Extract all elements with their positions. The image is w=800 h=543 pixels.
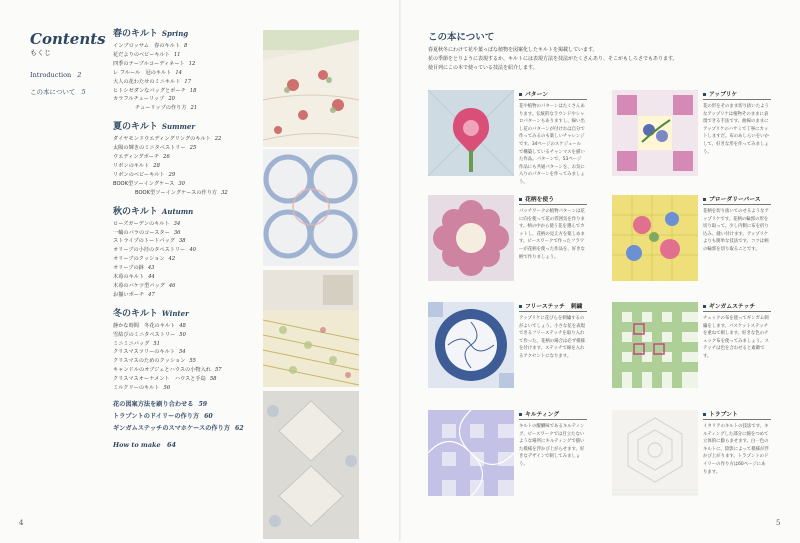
toc-item-page: 46 (168, 282, 176, 289)
toc-item-page: 43 (147, 265, 155, 272)
toc-item-title: ダイヤモンドウエディングリングのキルト (113, 136, 211, 143)
technique-photo (428, 195, 514, 281)
contents-title: Contents (30, 30, 106, 48)
toc-item[interactable] (113, 357, 263, 366)
technique-title: アップリケ (703, 89, 737, 98)
toc-item-page: 57 (214, 367, 222, 374)
about-intro (428, 46, 758, 73)
toc-item-title: 木苺のキルト (113, 274, 145, 281)
toc-section-heading (113, 306, 263, 319)
toc-item[interactable] (113, 180, 263, 189)
toc-section-title: 夏のキルト (113, 122, 158, 133)
technique-divider (519, 99, 587, 100)
about-intro-line: 春夏秋冬にわけて花や葉っぱな植物を図案化したキルトを掲載しています。 (428, 47, 598, 53)
toc-item-page: 18 (189, 87, 197, 94)
toc-item-page: 29 (168, 171, 176, 178)
toc-item-page: 54 (179, 349, 186, 356)
toc-item-page: 12 (188, 60, 196, 67)
toc-item[interactable] (113, 255, 263, 264)
toc-item[interactable] (113, 340, 263, 349)
toc-item[interactable] (113, 322, 263, 331)
toc-item-page: 26 (163, 154, 170, 161)
technique-description: キルトの醍醐味であるキルティング。ピースワークでは目立たないような場所にキルティングで描いた模様を浮かび上がらせます。好きなデザインで刺してみましょう。 (519, 424, 585, 467)
toc-extra-page: 62 (234, 425, 244, 432)
toc-item[interactable] (113, 171, 263, 180)
toc-extras (113, 399, 263, 435)
toc-item-title: ミルクリーのキルト (113, 385, 160, 392)
toc-section (113, 204, 263, 300)
toc-section-english: Autumn (161, 206, 194, 216)
toc-item[interactable] (113, 104, 263, 113)
toc-item-title: オリーブの鉢 (113, 265, 144, 272)
winter-quilt-photo (263, 391, 359, 539)
toc-item[interactable] (113, 42, 263, 51)
technique-description: パッチワークの植物パターンは花に向を使って花の雰囲気を作ります。柄の中から使う花を選んでカットし、花柄の見え方を楽しめます。ピースワークで作ったフラワーが花柄を使った作品を、好きな柄で作りましょう。 (519, 209, 585, 260)
technique-photo (428, 90, 514, 176)
toc-item-title: 花だよりのベビーキルト (113, 51, 170, 58)
toc-item[interactable] (113, 144, 263, 153)
toc-item[interactable] (113, 135, 263, 144)
toc-item[interactable] (113, 366, 263, 375)
toc-item-title: レ フルール 冠のキルト (113, 69, 172, 76)
how-to-make-page: 64 (166, 441, 176, 449)
technique-description: 花の形をそのまま切り抜いたようなアップリケは植物そのままに表現できる手法です。曲線のままにアップリケのハサミで丁寧にカットしますだ。布のあしらいをいかして、好きな形を作ってみましょう。 (703, 104, 769, 155)
technique-description: 花や植物のパターンはたくさんあります。伝統的なラウンドやシャロパターンもありますし、線い出し花のパターンが付けれは自分で作ってみるのも楽しいチャレンジです。34ページのスケジュールで構築しているチャンマスを描いた作品。パターンで、53ページ作品にも共通パターンを、お気に入りのパターンを作ってみましょう。 (519, 104, 585, 185)
how-to-make-label: How to make (113, 441, 161, 449)
technique-description: 花柄を切り抜いてのせるようなアップリケです。花柄の輪郭の形を切り取って、少し内側に布を折り込み、縫い付けます。アップリケよりも簡単な技法です。コツは柄の輪郭を切り取ることです。 (703, 209, 769, 252)
technique-divider (519, 311, 587, 312)
toc-item-page: 30 (178, 180, 185, 187)
toc-extra-item[interactable] (113, 411, 263, 423)
toc-intro-label: Introduction (30, 71, 72, 79)
technique-title: トラプント (703, 409, 738, 418)
toc-item-page: 38 (178, 238, 186, 245)
toc-item-title: カラフルチューリップ (113, 96, 165, 103)
technique-photo (612, 410, 698, 496)
toc-item-page: 51 (153, 340, 160, 347)
toc-item[interactable] (113, 246, 263, 255)
toc-section-title: 春のキルト (113, 29, 158, 39)
toc-item-title: リボンのベビーキルト (113, 171, 165, 178)
toc-item-title: 四季のテーブルコーディネート (113, 60, 185, 67)
toc-about-item[interactable] (30, 87, 86, 96)
toc-item-title: オリーブのクッション (113, 256, 165, 263)
technique-title: キルティング (519, 409, 559, 418)
autumn-quilt-photo (263, 270, 359, 387)
toc-item[interactable] (113, 237, 263, 246)
toc-item-page: 17 (184, 78, 191, 85)
toc-item-page: 42 (168, 256, 176, 263)
toc-section (113, 26, 263, 113)
toc-item-page: 21 (190, 105, 198, 112)
toc-item-page: 32 (221, 189, 228, 196)
toc-item[interactable] (113, 60, 263, 69)
technique-title: ギンガムステッチ (703, 301, 755, 310)
toc-section-english: Spring (161, 29, 189, 38)
toc-item-title: 雪結びのミニタペストリー (113, 331, 176, 338)
technique-photo (428, 302, 514, 388)
toc-item[interactable] (113, 264, 263, 273)
page-gutter (399, 0, 401, 541)
toc-item-page: 56 (163, 385, 171, 392)
technique-divider (703, 204, 771, 205)
toc-item-title: ヒトシゼダンなバッグとポーチ (113, 87, 186, 94)
about-intro-line: 使目列にこの本で使っている技法を紹介します。 (428, 65, 538, 71)
toc-item-page: 55 (189, 358, 196, 365)
toc-item-page: 40 (189, 247, 196, 254)
toc-item[interactable] (113, 331, 263, 340)
toc-item[interactable] (113, 87, 263, 96)
toc-item-page: 58 (209, 376, 217, 383)
toc-section-title: 冬のキルト (113, 308, 158, 319)
toc-item-page: 20 (168, 96, 175, 103)
toc-extra-title: ギンガムステッチのスマホケースの作り方 (113, 425, 230, 432)
toc-item-page: 44 (148, 274, 155, 281)
toc-item[interactable] (113, 95, 263, 104)
toc-item-title: 静かな時間 冬花のキルト (113, 322, 176, 329)
toc-section-english: Winter (161, 308, 189, 318)
technique-photo (612, 90, 698, 176)
toc-item[interactable] (113, 153, 263, 162)
toc-item[interactable] (113, 162, 263, 171)
summer-quilt-photo (263, 149, 359, 266)
toc-section-title: 秋のキルト (113, 206, 158, 217)
toc-item-title: クリスマスオーナメント ハウスと手島 (113, 376, 206, 383)
toc-item[interactable] (113, 69, 263, 78)
toc-item[interactable] (113, 273, 263, 282)
toc-item-title: BOOK型ソーイングケース (113, 180, 175, 187)
toc-about-page: 5 (81, 88, 86, 96)
toc-about-label: この本について (30, 88, 76, 96)
toc-item[interactable] (113, 220, 263, 229)
about-title: この本について (428, 32, 495, 43)
toc-section (113, 119, 263, 197)
toc-item-title: BOOK型ソーイングケースの作り方 (135, 189, 218, 196)
toc-item-title: リボンのキルト (113, 162, 150, 169)
toc-item-page: 34 (173, 220, 181, 227)
technique-title: 花柄を使う (519, 194, 554, 203)
toc-item[interactable] (113, 78, 263, 87)
toc-item-title: ストライプのトートバッグ (113, 238, 175, 245)
toc-item-title: 大人の花わたせのミニキルト (113, 78, 181, 85)
toc-item-page: 28 (153, 162, 160, 169)
toc-intro-page: 2 (77, 71, 82, 79)
technique-divider (519, 419, 587, 420)
toc-extra-title: 花の図案方法を刷り合わせる (113, 401, 194, 408)
technique-description: チェックの布を使ってギンガム刺繍をします。バスケットステッチを重ねて刺します。好きな色のチェック布を使ってみましょう。ステッチは色を合わせると素敵です。 (703, 316, 769, 359)
toc-extra-item[interactable] (113, 399, 263, 411)
toc-sections (113, 26, 263, 393)
toc-item-title: キャンドルのオブジェとハウスの小物入れ (113, 367, 211, 374)
toc-intro-item[interactable] (30, 71, 81, 79)
right-page-number: 5 (776, 519, 781, 527)
technique-photo (612, 195, 698, 281)
toc-item-title: ローズガーデンのキルト (113, 220, 170, 227)
toc-item-page: 36 (173, 229, 181, 236)
technique-photo (428, 410, 514, 496)
technique-description: アップリケに花びらを刺繍するのがよいでしょう。小さな花を表現できるフリーステッチを取り入れて作った、花柄の場合は必ず模様を付けます。ステッチで線を入れるアクセントになります。 (519, 316, 585, 359)
toc-extra-title: トラプントのドイリーの作り方 (113, 413, 200, 420)
toc-item[interactable] (113, 291, 263, 300)
toc-item-page: 47 (148, 291, 155, 298)
toc-item-title: ミニミニバッグ (113, 340, 150, 347)
toc-extra-page: 59 (198, 401, 208, 408)
technique-divider (519, 204, 587, 205)
contents-subtitle: もくじ (30, 49, 51, 57)
toc-item-title: クリスマスのためのクッション (113, 358, 186, 365)
toc-item-title: 木苺のバケツ型バッグ (113, 282, 165, 289)
technique-divider (703, 99, 771, 100)
spring-quilt-photo (263, 30, 359, 147)
toc-item-title: お揃いポーチ (113, 291, 145, 298)
toc-item-title: ウエディングポーチ (113, 154, 160, 161)
technique-divider (703, 311, 771, 312)
toc-item-page: 25 (189, 145, 197, 152)
toc-item-page: 50 (179, 331, 186, 338)
toc-item[interactable] (113, 51, 263, 60)
toc-item-page: 11 (173, 51, 181, 58)
left-page-number: 4 (19, 519, 24, 527)
toc-section-heading (113, 204, 263, 217)
toc-item[interactable] (113, 229, 263, 238)
toc-item-title: オリーブの小径のタペストリー (113, 247, 186, 254)
toc-item-title: 一輪のバラのコースター (113, 229, 170, 236)
toc-item-title: インブロッサム 春のキルト (113, 43, 181, 49)
technique-title: フリーステッチ 刺繍 (519, 301, 582, 310)
toc-item-title: クリスマスツリーのキルト (113, 349, 175, 356)
toc-item-title: 太陽の輝きのミニタペストリー (113, 145, 186, 152)
toc-section-heading (113, 119, 263, 132)
technique-title: パターン (519, 89, 548, 98)
toc-item[interactable] (113, 348, 263, 357)
technique-photo (612, 302, 698, 388)
toc-extra-item[interactable] (113, 423, 263, 435)
technique-divider (703, 419, 771, 420)
technique-description: イタリアのキルトの技法です。キルティングした部分に綿をつめて立体的に膨らませます。白一色のキルトに、陰影によって模様が浮かび上がります。トラプントのドイリーの作り方は60ページにあります。 (703, 424, 769, 475)
toc-item-page: 14 (175, 69, 182, 76)
toc-how-to-make[interactable] (113, 441, 263, 449)
about-intro-line: 花の季節をとりように表現するか、キルトには表現方法を技法がたくさんあり、そこがもしろさでもあります。 (428, 56, 678, 62)
toc-item-title: チューリップの作り方 (135, 105, 187, 112)
toc-section (113, 306, 263, 393)
toc-item[interactable] (113, 282, 263, 291)
toc-item[interactable] (113, 189, 263, 198)
technique-title: ブローダリーパース (703, 194, 761, 203)
toc-item[interactable] (113, 384, 263, 393)
toc-section-english: Summer (161, 122, 196, 132)
toc-item-page: 8 (184, 43, 188, 49)
toc-extra-page: 60 (204, 413, 213, 420)
toc-item-page: 48 (179, 322, 186, 329)
toc-item-page: 22 (214, 136, 222, 143)
toc-item[interactable] (113, 375, 263, 384)
toc-section-heading (113, 26, 263, 39)
toc-column (113, 26, 263, 449)
